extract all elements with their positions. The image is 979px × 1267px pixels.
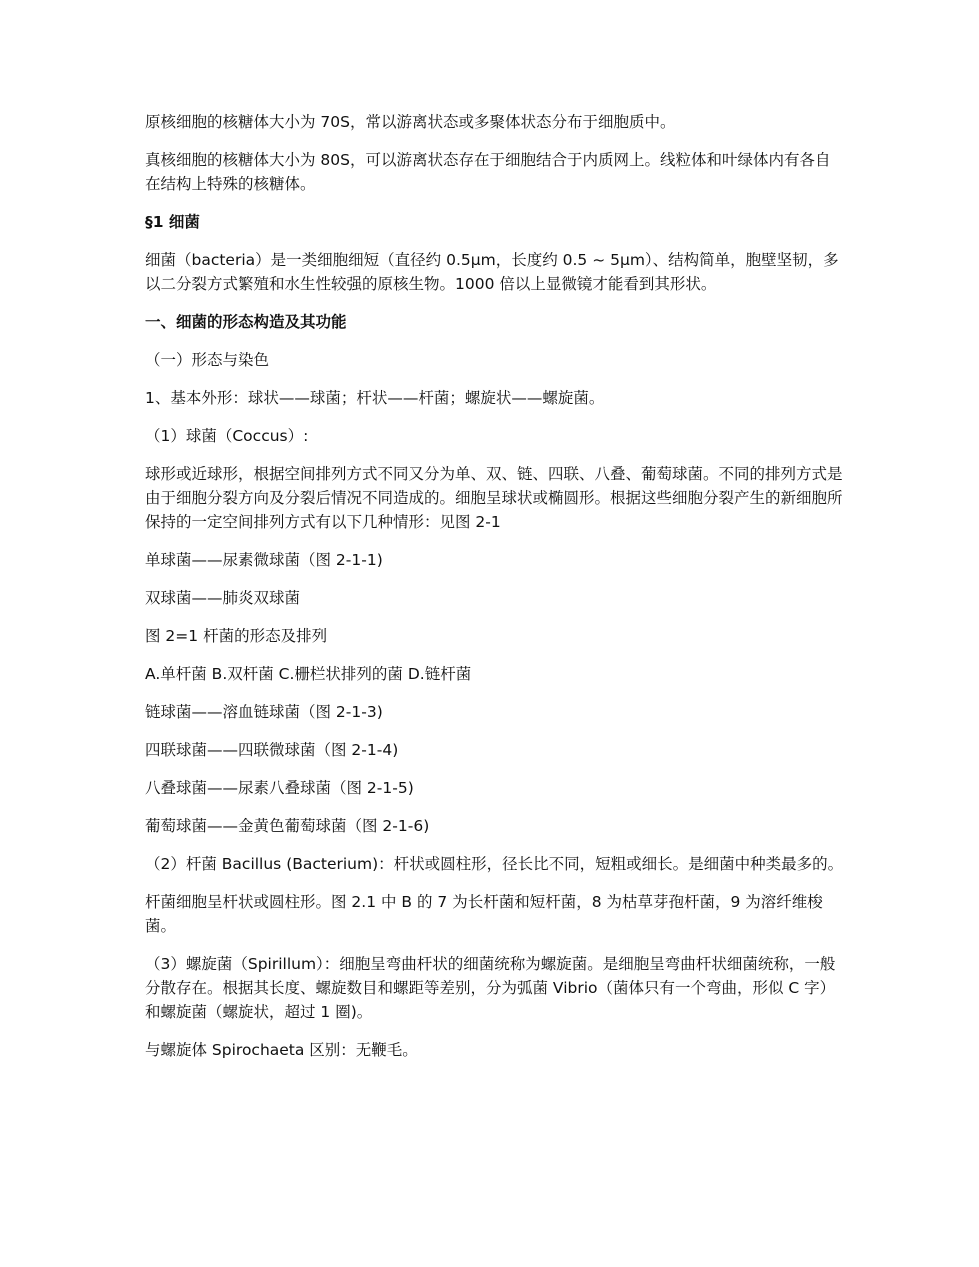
paragraph-ribosome-prokaryote: 原核细胞的核糖体大小为 70S，常以游离状态或多聚体状态分布于细胞质中。 <box>145 113 676 131</box>
paragraph-tetracoccus: 四联球菌——四联微球菌（图 2-1-4) <box>145 741 399 759</box>
paragraph-shape-staining: （一）形态与染色 <box>145 351 270 369</box>
paragraph-figure-caption: 图 2=1 杆菌的形态及排列 <box>145 627 328 645</box>
paragraph-diplococcus: 双球菌——肺炎双球菌 <box>145 589 301 607</box>
document-page <box>145 110 845 1076</box>
paragraph-coccus-heading: （1）球菌（Coccus）: <box>145 427 309 445</box>
paragraph-spirillum: （3）螺旋菌（Spirillum）：细胞呈弯曲杆状的细菌统称为螺旋菌。是细胞呈弯曲杆状细菌统称，一般分散存在。根据其长度、螺旋数目和螺距等差别，分为弧菌 Vibrio（菌体只有一个弯曲，形似 C 字）和螺旋菌（螺旋状，超过 1 圈)。 <box>145 955 836 1021</box>
subsection-heading-morphology: 一、细菌的形态构造及其功能 <box>145 313 347 331</box>
paragraph-bacillus: （2）杆菌 Bacillus (Bacterium)：杆状或圆柱形，径长比不同，短粗或细长。是细菌中种类最多的。 <box>145 855 844 873</box>
paragraph-bacillus-detail: 杆菌细胞呈杆状或圆柱形。图 2.1 中 B 的 7 为长杆菌和短杆菌，8 为枯草芽孢杆菌，9 为溶纤维梭菌。 <box>145 893 823 935</box>
paragraph-staphylococcus: 葡萄球菌——金黄色葡萄球菌（图 2-1-6) <box>145 817 430 835</box>
paragraph-sarcina: 八叠球菌——尿素八叠球菌（图 2-1-5) <box>145 779 414 797</box>
paragraph-coccus-description: 球形或近球形，根据空间排列方式不同又分为单、双、链、四联、八叠、葡萄球菌。不同的排列方式是由于细胞分裂方向及分裂后情况不同造成的。细胞呈球状或椭圆形。根据这些细胞分裂产生的新细胞所保持的一定空间排列方式有以下几种情形：见图 2-1 <box>145 465 843 531</box>
paragraph-streptococcus: 链球菌——溶血链球菌（图 2-1-3) <box>145 703 383 721</box>
paragraph-bacteria-definition: 细菌（bacteria）是一类细胞细短（直径约 0.5μm，长度约 0.5 ~ 5μm）、结构简单，胞壁坚韧，多以二分裂方式繁殖和水生性较强的原核生物。1000 倍以上显微镜才能看到其形状。 <box>145 251 839 293</box>
paragraph-figure-legend: A.单杆菌 B.双杆菌 C.栅栏状排列的菌 D.链杆菌 <box>145 665 472 683</box>
paragraph-monococcus: 单球菌——尿素微球菌（图 2-1-1) <box>145 551 383 569</box>
paragraph-spirochaeta: 与螺旋体 Spirochaeta 区别：无鞭毛。 <box>145 1041 418 1059</box>
paragraph-basic-shapes: 1、基本外形：球状——球菌；杆状——杆菌；螺旋状——螺旋菌。 <box>145 389 605 407</box>
section-heading-bacteria: §1 细菌 <box>145 213 200 231</box>
paragraph-ribosome-eukaryote: 真核细胞的核糖体大小为 80S，可以游离状态存在于细胞结合于内质网上。线粒体和叶绿体内有各自在结构上特殊的核糖体。 <box>145 151 831 193</box>
